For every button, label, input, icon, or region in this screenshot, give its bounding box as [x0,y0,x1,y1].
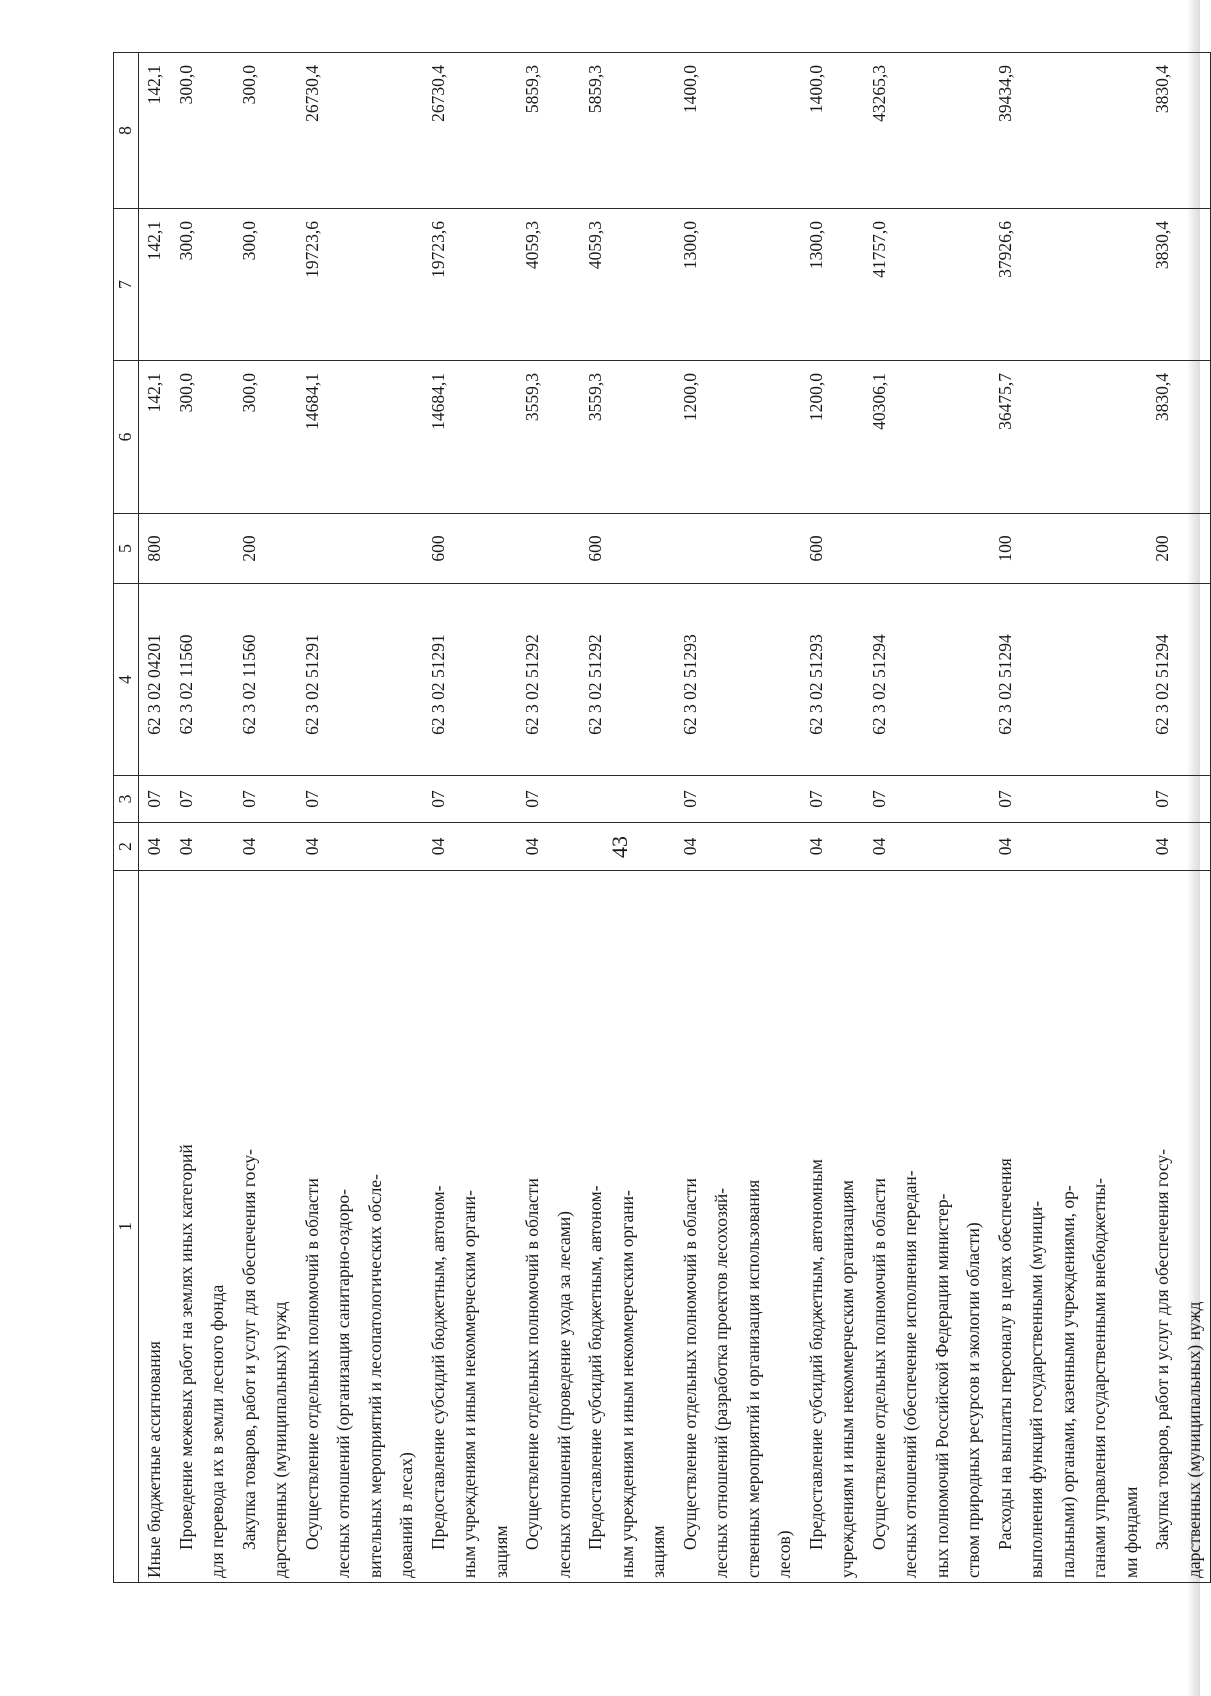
row-name-line: ством природных ресурсов и экологии области) [963,1222,983,1578]
cell-c4: 62 3 02 51294 [990,584,1148,776]
table-row [580,53,675,1583]
row-name-line: Осуществление отдельных полномочий в области [301,1178,322,1550]
row-name [423,871,518,1583]
cell-c3: 07 [990,776,1148,823]
row-name-line: вительных мероприятий и лесопатологических обсле- [364,1174,385,1578]
row-name-line: ным учреждениям и иным некоммерческим органи- [459,1190,479,1578]
cell-c3: 07 [423,776,518,823]
table-row [171,53,234,1583]
row-name [990,871,1148,1583]
cell-c3: 07 [801,776,864,823]
cell-c5 [675,514,801,584]
cell-c3: 07 [517,776,580,823]
table-row [675,53,801,1583]
row-name-line: Осуществление отдельных полномочий в области [679,1178,700,1550]
cell-c2: 04 [990,823,1148,871]
cell-c3: 07 [139,776,171,823]
cell-c6: 142,1 [139,361,171,514]
cell-c2: 04 [423,823,518,871]
cell-c6: 300,0 [171,361,234,514]
cell-c4: 62 3 02 51293 [801,584,864,776]
column-header-8: 8 [114,53,139,209]
cell-c6: 14684,1 [297,361,423,514]
row-name-line: дований в лесах) [396,1452,416,1578]
cell-c7: 4059,3 [580,209,675,361]
row-name [1147,871,1211,1583]
row-name [171,871,234,1583]
row-name-line: выполнения функций государственными (муници- [1026,1200,1046,1578]
cell-c2: 04 [801,823,864,871]
row-name-line: ным учреждениям и иным некоммерческим органи- [616,1190,637,1578]
table-row [423,53,518,1583]
cell-c7: 1300,0 [801,209,864,361]
cell-c3: 07 [864,776,990,823]
column-header-3: 3 [114,776,139,823]
row-name-line: лесов) [774,1530,794,1578]
row-name-line: ственных мероприятий и организация использования [742,1179,763,1578]
cell-c4: 62 3 02 51291 [297,584,423,776]
cell-c7: 3830,4 [1147,209,1211,361]
cell-c6: 300,0 [234,361,297,514]
row-name-line: дарственных (муниципальных) нужд [270,1301,290,1578]
row-name-line: лесных отношений (разработка проектов лесохозяй- [711,1187,731,1578]
cell-c8: 5859,3 [580,53,675,209]
cell-c4: 62 3 02 51293 [675,584,801,776]
cell-c5: 100 [990,514,1148,584]
cell-c3: 07 [171,776,234,823]
cell-c8: 39434,9 [990,53,1148,209]
cell-c4: 62 3 02 51294 [864,584,990,776]
cell-c8: 300,0 [234,53,297,209]
row-name-line: Иные бюджетные ассигнования [144,1341,164,1578]
row-name-line: дарственных (муниципальных) нужд [1183,1301,1204,1578]
table-row [864,53,990,1583]
cell-c2: 04 [297,823,423,871]
table-row [990,53,1148,1583]
cell-c8: 1400,0 [675,53,801,209]
cell-c8: 300,0 [171,53,234,209]
page-number: 43 [607,836,632,858]
cell-c6: 36475,7 [990,361,1148,514]
row-name-line: лесных отношений (проведение ухода за лесами) [553,1210,574,1578]
table-row [1147,53,1211,1583]
cell-c4: 62 3 02 51291 [423,584,518,776]
cell-c8: 5859,3 [517,53,580,209]
column-header-5: 5 [114,514,139,584]
cell-c3 [580,776,675,823]
cell-c6: 3830,4 [1147,361,1211,514]
cell-c2: 04 [139,823,171,871]
cell-c4: 62 3 02 04201 [139,584,171,776]
cell-c8: 1400,0 [801,53,864,209]
row-name-line: Проведение межевых работ на землях иных категорий [175,1144,196,1550]
row-name [234,871,297,1583]
row-name-line: зациям [490,1525,511,1578]
row-name-line: Предоставление субсидий бюджетным, автоном- [585,1185,605,1550]
cell-c7: 19723,6 [423,209,518,361]
cell-c7: 300,0 [171,209,234,361]
row-name-line: Расходы на выплаты персоналу в целях обеспечения [994,1158,1015,1550]
cell-c7: 37926,6 [990,209,1148,361]
column-header-4: 4 [114,584,139,776]
cell-c8: 26730,4 [423,53,518,209]
table-row [801,53,864,1583]
row-name-line: ных полномочий Российской Федерации министер- [931,1193,952,1578]
row-name [517,871,580,1583]
row-name [864,871,990,1583]
column-header-1: 1 [114,871,139,1583]
row-name-line: лесных отношений (организация санитарно-оздоро- [333,1189,353,1578]
cell-c8: 3830,4 [1147,53,1211,209]
cell-c5: 200 [1147,514,1211,584]
column-header-6: 6 [114,361,139,514]
cell-c7: 4059,3 [517,209,580,361]
cell-c2: 04 [234,823,297,871]
cell-c5 [297,514,423,584]
table-body [139,53,1211,1583]
cell-c6: 1200,0 [675,361,801,514]
table-row [234,53,297,1583]
cell-c3: 07 [297,776,423,823]
row-name-line: Предоставление субсидий бюджетным, автоном- [427,1185,448,1550]
cell-c2: 04 [864,823,990,871]
cell-c7: 300,0 [234,209,297,361]
cell-c6: 3559,3 [580,361,675,514]
row-name [139,871,171,1583]
row-name-line: Осуществление отдельных полномочий в области [522,1178,542,1550]
row-name-line: Закупка товаров, работ и услуг для обеспечения госу- [1152,1149,1172,1550]
row-name-line: ганами управления государственными внебюджетны- [1089,1177,1109,1578]
row-name-line: зациям [648,1525,668,1578]
row-name-line: лесных отношений (обеспечение исполнения передан- [900,1170,920,1578]
row-name-line: пальными) органами, казенными учреждениями, ор- [1057,1185,1078,1578]
cell-c4: 62 3 02 51294 [1147,584,1211,776]
cell-c5: 600 [423,514,518,584]
row-name [675,871,801,1583]
cell-c8: 26730,4 [297,53,423,209]
cell-c4: 62 3 02 51292 [580,584,675,776]
cell-c8: 142,1 [139,53,171,209]
row-name [580,871,675,1583]
row-name [297,871,423,1583]
cell-c5: 800 [139,514,171,584]
cell-c5 [864,514,990,584]
row-name-line: ми фондами [1120,1486,1141,1578]
cell-c7: 142,1 [139,209,171,361]
column-header-7: 7 [114,209,139,361]
cell-c6: 3559,3 [517,361,580,514]
cell-c7: 1300,0 [675,209,801,361]
cell-c5 [171,514,234,584]
row-name-line: Закупка товаров, работ и услуг для обеспечения госу- [238,1149,259,1550]
cell-c5: 600 [580,514,675,584]
cell-c5: 600 [801,514,864,584]
row-name-line: Осуществление отдельных полномочий в области [868,1178,889,1550]
budget-table [113,52,1211,1583]
cell-c6: 1200,0 [801,361,864,514]
table-row [139,53,171,1583]
cell-c2: 04 [675,823,801,871]
cell-c2: 04 [517,823,580,871]
budget-table-rotated [113,53,1211,1583]
cell-c5: 200 [234,514,297,584]
row-name [801,871,864,1583]
cell-c4: 62 3 02 51292 [517,584,580,776]
cell-c6: 40306,1 [864,361,990,514]
column-header-2: 2 [114,823,139,871]
cell-c4: 62 3 02 11560 [171,584,234,776]
row-name-line: для перевода их в земли лесного фонда [207,1284,227,1578]
cell-c6: 14684,1 [423,361,518,514]
cell-c2: 04 [171,823,234,871]
cell-c7: 19723,6 [297,209,423,361]
row-name-line: Предоставление субсидий бюджетным, автономным [805,1159,826,1550]
table-row [297,53,423,1583]
cell-c3: 07 [234,776,297,823]
cell-c2: 04 [1147,823,1211,871]
cell-c3: 07 [675,776,801,823]
cell-c4: 62 3 02 11560 [234,584,297,776]
cell-c2 [580,823,675,871]
header-row [114,53,139,1583]
cell-c8: 43265,3 [864,53,990,209]
row-name-line: учреждениям и иным некоммерческим организациям [837,1180,857,1578]
cell-c5 [517,514,580,584]
cell-c3: 07 [1147,776,1211,823]
table-row [517,53,580,1583]
cell-c7: 41757,0 [864,209,990,361]
